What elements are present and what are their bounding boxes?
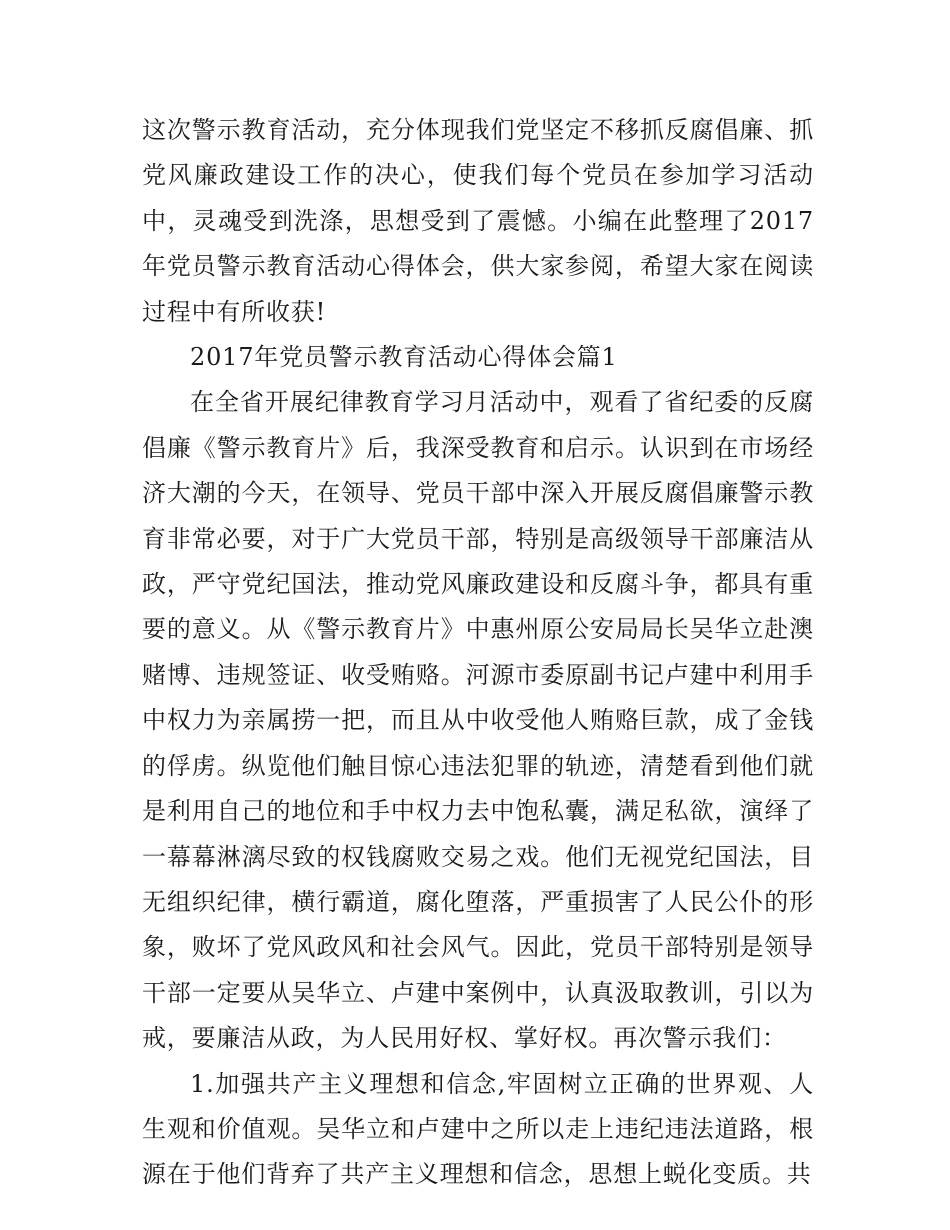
document-body bbox=[142, 108, 814, 1198]
body-paragraph-2: 1.加强共产主义理想和信念,牢固树立正确的世界观、人生观和价值观。吴华立和卢建中之所以走上违纪违法道路，根源在于他们背弃了共产主义理想和信念，思想上蜕化变质。共 bbox=[142, 1069, 814, 1189]
intro-paragraph: 这次警示教育活动，充分体现我们党坚定不移抓反腐倡廉、抓党风廉政建设工作的决心，使我们每个党员在参加学习活动中，灵魂受到洗涤，思想受到了震憾。小编在此整理了2017年党员警示教育活动心得体会，供大家参阅，希望大家在阅读过程中有所收获! bbox=[142, 116, 814, 326]
body-paragraph-1: 在全省开展纪律教育学习月活动中，观看了省纪委的反腐倡廉《警示教育片》后，我深受教育和启示。认识到在市场经济大潮的今天，在领导、党员干部中深入开展反腐倡廉警示教育非常必要，对于广大党员干部，特别是高级领导干部廉洁从政，严守党纪国法，推动党风廉政建设和反腐斗争，都具有重要的意义。从《警示教育片》中惠州原公安局局长吴华立赴澳赌博、违规签证、收受贿赂。河源市委原副书记卢建中利用手中权力为亲属捞一把，而且从中收受他人贿赂巨款，成了金钱的俘虏。纵览他们触目惊心违法犯罪的轨迹，清楚看到他们就是利用自己的地位和手中权力去中饱私囊，满足私欲，演绎了一幕幕淋漓尽致的权钱腐败交易之戏。他们无视党纪国法，目无组织纪律，横行霸道，腐化堕落，严重损害了人民公仆的形象，败坏了党风政风和社会风气。因此，党员干部特别是领导干部一定要从吴华立、卢建中案例中，认真汲取教训，引以为戒，要廉洁从政，为人民用好权、掌好权。再次警示我们： bbox=[142, 388, 814, 1053]
section-title: 2017年党员警示教育活动心得体会篇1 bbox=[190, 343, 618, 372]
